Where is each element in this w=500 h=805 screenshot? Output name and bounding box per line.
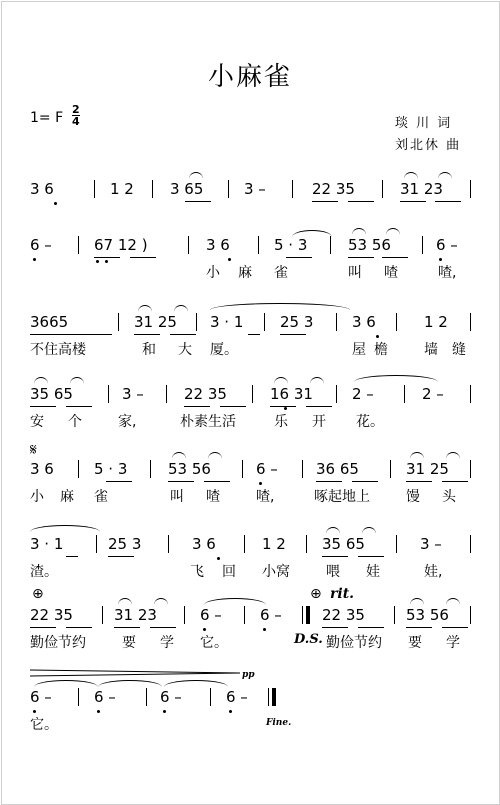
lyric: 回 [222, 564, 236, 580]
measure-notes: 3 6 [30, 460, 54, 478]
coda-sign: ⊕ [32, 586, 44, 602]
beam [358, 556, 384, 557]
slur [274, 377, 288, 384]
barline [470, 385, 471, 403]
lyric: 飞 [190, 564, 204, 580]
beam [348, 257, 374, 258]
measure-notes: 3665 [30, 313, 69, 331]
lyric: 小 [206, 265, 220, 281]
barline [302, 606, 303, 624]
lyric: 勤俭节约 [326, 635, 382, 651]
measure-notes: 6 – [30, 236, 52, 254]
lyric: 要 [122, 635, 136, 651]
barline [96, 535, 97, 553]
beam [280, 334, 306, 335]
measure-notes: 6 – [256, 460, 278, 478]
beam [400, 201, 426, 202]
lyric: 喳 [206, 489, 220, 505]
octave-dot [376, 335, 379, 338]
score-line-3 [30, 313, 480, 358]
slur [446, 598, 460, 605]
octave-dot [203, 628, 206, 631]
tie [292, 230, 332, 237]
octave-dot [163, 710, 166, 713]
lyric: 渣。 [30, 564, 58, 580]
slur [410, 452, 424, 459]
barline [118, 313, 119, 331]
barline [336, 313, 337, 331]
barline [78, 460, 79, 478]
slur [386, 228, 400, 235]
measure-notes: 2 – [422, 385, 444, 403]
octave-dot [97, 710, 100, 713]
barline [244, 606, 245, 624]
lyric: 开 [312, 414, 326, 430]
composer-credit: 刘北休 曲 [395, 138, 462, 153]
measure-notes: 6 – [200, 606, 222, 624]
measure-notes: 2 – [352, 385, 374, 403]
barline [228, 180, 229, 198]
measure-notes: 6 – [436, 236, 458, 254]
lyric: 学 [446, 635, 460, 651]
measure-notes: 67 12 ) [94, 236, 148, 254]
tie [354, 375, 438, 382]
barline [306, 535, 307, 553]
beam [220, 406, 246, 407]
score-line-1 [30, 180, 475, 204]
measure-notes: 1 2 [424, 313, 448, 331]
decrescendo-hairpin [30, 667, 250, 681]
key-signature: 1= F [30, 110, 64, 126]
barline [188, 236, 189, 254]
barline [382, 180, 383, 198]
lyric: 麻 [238, 265, 252, 281]
score-line-8 [30, 688, 475, 733]
barline [470, 606, 471, 624]
beam [270, 406, 296, 407]
lyric: 娃 [366, 564, 380, 580]
measure-notes: 3 6 [206, 236, 230, 254]
dal-segno: D.S. [294, 632, 323, 647]
lyric: 厦。 [210, 342, 238, 358]
beam [130, 257, 156, 258]
barline [152, 180, 153, 198]
lyric: 墙缝 [424, 342, 480, 358]
barline [470, 460, 471, 478]
octave-dot [259, 482, 262, 485]
tie [204, 598, 266, 605]
slur [34, 377, 48, 384]
tie [98, 680, 162, 687]
song-title: 小麻雀 [207, 62, 292, 92]
beam [30, 406, 56, 407]
time-bottom: 4 [72, 115, 80, 128]
slur [172, 452, 186, 459]
slur [352, 228, 366, 235]
lyric: 和 [142, 342, 156, 358]
lyric: 花。 [356, 414, 384, 430]
measure-notes: 53 56 [406, 606, 449, 624]
octave-dot [33, 710, 36, 713]
octave-dot [263, 628, 266, 631]
fine-mark: Fine. [266, 718, 292, 728]
lyric: 叫 [348, 265, 362, 281]
measure-notes: 3 – [122, 385, 144, 403]
beam [352, 481, 378, 482]
lyric: 乐 [274, 414, 288, 430]
measure-notes: 35 65 [322, 535, 365, 553]
slur [118, 598, 132, 605]
lyric: 喂 [326, 564, 340, 580]
measure-notes: 6 – [226, 688, 248, 706]
time-top: 2 [72, 103, 80, 116]
slur [174, 305, 188, 312]
lyric: 它。 [200, 635, 228, 651]
score-line-7 [30, 606, 475, 651]
beam [134, 334, 160, 335]
score-line-2 [30, 236, 475, 281]
lyric: 个 [68, 414, 82, 430]
barline [102, 606, 103, 624]
lyric: 喳 [384, 265, 398, 281]
double-barline [306, 606, 310, 624]
measure-notes: 1 2 [262, 535, 286, 553]
measure-notes: 35 65 [30, 385, 73, 403]
measure-notes: 22 35 [184, 385, 227, 403]
measure-notes: 3 6 [30, 180, 54, 198]
beam [106, 481, 132, 482]
measure-notes: 36 65 [316, 460, 359, 478]
beam [286, 257, 312, 258]
slur [208, 452, 222, 459]
beam [248, 334, 260, 335]
barline [146, 688, 147, 706]
slur [326, 527, 340, 534]
barline [422, 236, 423, 254]
beam [358, 627, 384, 628]
measure-notes: 22 35 [30, 606, 73, 624]
double-barline [272, 688, 276, 706]
tie [34, 680, 98, 687]
score-line-6 [30, 535, 475, 580]
lyric: 叫 [170, 489, 184, 505]
beam [150, 627, 176, 628]
beam [406, 627, 432, 628]
lyric: 小 [30, 489, 44, 505]
slur [154, 598, 168, 605]
barline [336, 385, 337, 403]
barline [210, 688, 211, 706]
octave-dot [229, 710, 232, 713]
beam [382, 257, 408, 258]
beam [108, 556, 134, 557]
measure-notes: 3 – [244, 180, 266, 198]
barline [470, 313, 471, 331]
measure-notes: 5 · 3 [274, 236, 308, 254]
beam [322, 627, 348, 628]
barline [394, 606, 395, 624]
measure-notes: 22 35 [312, 180, 355, 198]
tie [164, 680, 228, 687]
measure-notes: 25 3 [108, 535, 142, 553]
measure-notes: 31 25 [406, 460, 449, 478]
beam [30, 334, 112, 335]
barline [196, 313, 197, 331]
barline [470, 535, 471, 553]
octave-dot [217, 557, 220, 560]
measure-notes: 22 35 [322, 606, 365, 624]
beam [312, 201, 338, 202]
beam [66, 627, 92, 628]
beam [306, 406, 332, 407]
measure-notes: 31 23 [114, 606, 157, 624]
barline [252, 385, 253, 403]
lyric: 麻 [60, 489, 74, 505]
slur [410, 598, 424, 605]
measure-notes: 31 25 [134, 313, 177, 331]
barline [404, 385, 405, 403]
beam [316, 481, 342, 482]
octave-dot [228, 258, 231, 261]
barline [150, 460, 151, 478]
beam [442, 481, 468, 482]
measure-notes: 3 6 [352, 313, 376, 331]
measure-notes: 3 · 1 [30, 535, 64, 553]
score-line-5 [30, 460, 475, 505]
beam [184, 406, 210, 407]
barline [396, 535, 397, 553]
barline [396, 313, 397, 331]
octave-dot [96, 260, 99, 263]
octave-dot [54, 202, 57, 205]
lyric: 它。 [30, 717, 58, 733]
octave-dot [284, 407, 287, 410]
beam [66, 406, 92, 407]
beam [442, 627, 468, 628]
lyric: 馒 [406, 489, 420, 505]
lyric: 屋檐 [352, 342, 396, 358]
barline [268, 688, 269, 706]
barline [302, 460, 303, 478]
measure-notes: 3 65 [170, 180, 204, 198]
barline [292, 180, 293, 198]
barline [166, 385, 167, 403]
measure-notes: 1 2 [110, 180, 134, 198]
measure-notes: 16 31 [270, 385, 313, 403]
beam [348, 201, 374, 202]
slur [70, 377, 84, 384]
measure-notes: 3 – [420, 535, 442, 553]
beam [168, 481, 194, 482]
octave-dot [33, 258, 36, 261]
barline [264, 313, 265, 331]
lyric: 雀 [94, 489, 108, 505]
lyric: 家, [118, 414, 137, 430]
time-signature [72, 104, 80, 127]
tie [30, 525, 100, 532]
beam [406, 481, 432, 482]
barline [242, 460, 243, 478]
barline [470, 180, 471, 198]
ritardando-mark: rit. [330, 586, 355, 602]
barline [94, 180, 95, 198]
measure-notes: 53 56 [348, 236, 391, 254]
barline [330, 236, 331, 254]
beam [204, 481, 230, 482]
measure-notes: 3 6 [192, 535, 216, 553]
barline [78, 688, 79, 706]
lyric: 喳, [256, 489, 275, 505]
slur [362, 527, 376, 534]
measure-notes: 53 56 [168, 460, 211, 478]
barline [244, 535, 245, 553]
slur [446, 452, 460, 459]
barline [78, 236, 79, 254]
beam [30, 627, 56, 628]
measure-notes: 6 – [94, 688, 116, 706]
octave-dot [439, 258, 442, 261]
lyric: 朴素生活 [180, 414, 236, 430]
measure-notes: 5 · 3 [94, 460, 128, 478]
lyric: 学 [160, 635, 174, 651]
lyricist-credit: 琰 川 词 [395, 116, 453, 131]
beam [170, 334, 196, 335]
score-line-4 [30, 385, 475, 430]
lyric: 喳, [438, 265, 457, 281]
slur [404, 172, 418, 179]
lyric: 安 [30, 414, 44, 430]
measure-notes: 31 23 [400, 180, 443, 198]
lyric: 要 [408, 635, 422, 651]
lyric: 不住高楼 [30, 342, 86, 358]
coda-sign: ⊕ [310, 586, 322, 602]
beam [66, 556, 78, 557]
beam [185, 201, 211, 202]
barline [258, 236, 259, 254]
lyric: 头 [442, 489, 456, 505]
octave-dot [105, 260, 108, 263]
barline [168, 535, 169, 553]
measure-notes: 6 – [260, 606, 282, 624]
slur [438, 172, 452, 179]
lyric: 娃, [424, 564, 443, 580]
lyric: 雀 [274, 265, 288, 281]
beam [435, 201, 461, 202]
measure-notes: 3 · 1 [210, 313, 244, 331]
lyric: 小窝 [262, 564, 290, 580]
dynamic-pp: pp [242, 670, 255, 680]
beam [94, 257, 120, 258]
beam [114, 627, 140, 628]
barline [184, 606, 185, 624]
slur [189, 172, 203, 179]
beam [322, 556, 348, 557]
measure-notes: 25 3 [280, 313, 314, 331]
barline [108, 385, 109, 403]
measure-notes: 6 – [160, 688, 182, 706]
lyric: 大 [178, 342, 192, 358]
slur [138, 305, 152, 312]
slur [310, 377, 324, 384]
lyric: 啄起地上 [314, 489, 370, 505]
barline [390, 460, 391, 478]
measure-notes: 6 – [30, 688, 52, 706]
lyric: 勤俭节约 [30, 635, 86, 651]
tie [210, 303, 350, 310]
segno-sign: 𝄋 [30, 440, 37, 459]
